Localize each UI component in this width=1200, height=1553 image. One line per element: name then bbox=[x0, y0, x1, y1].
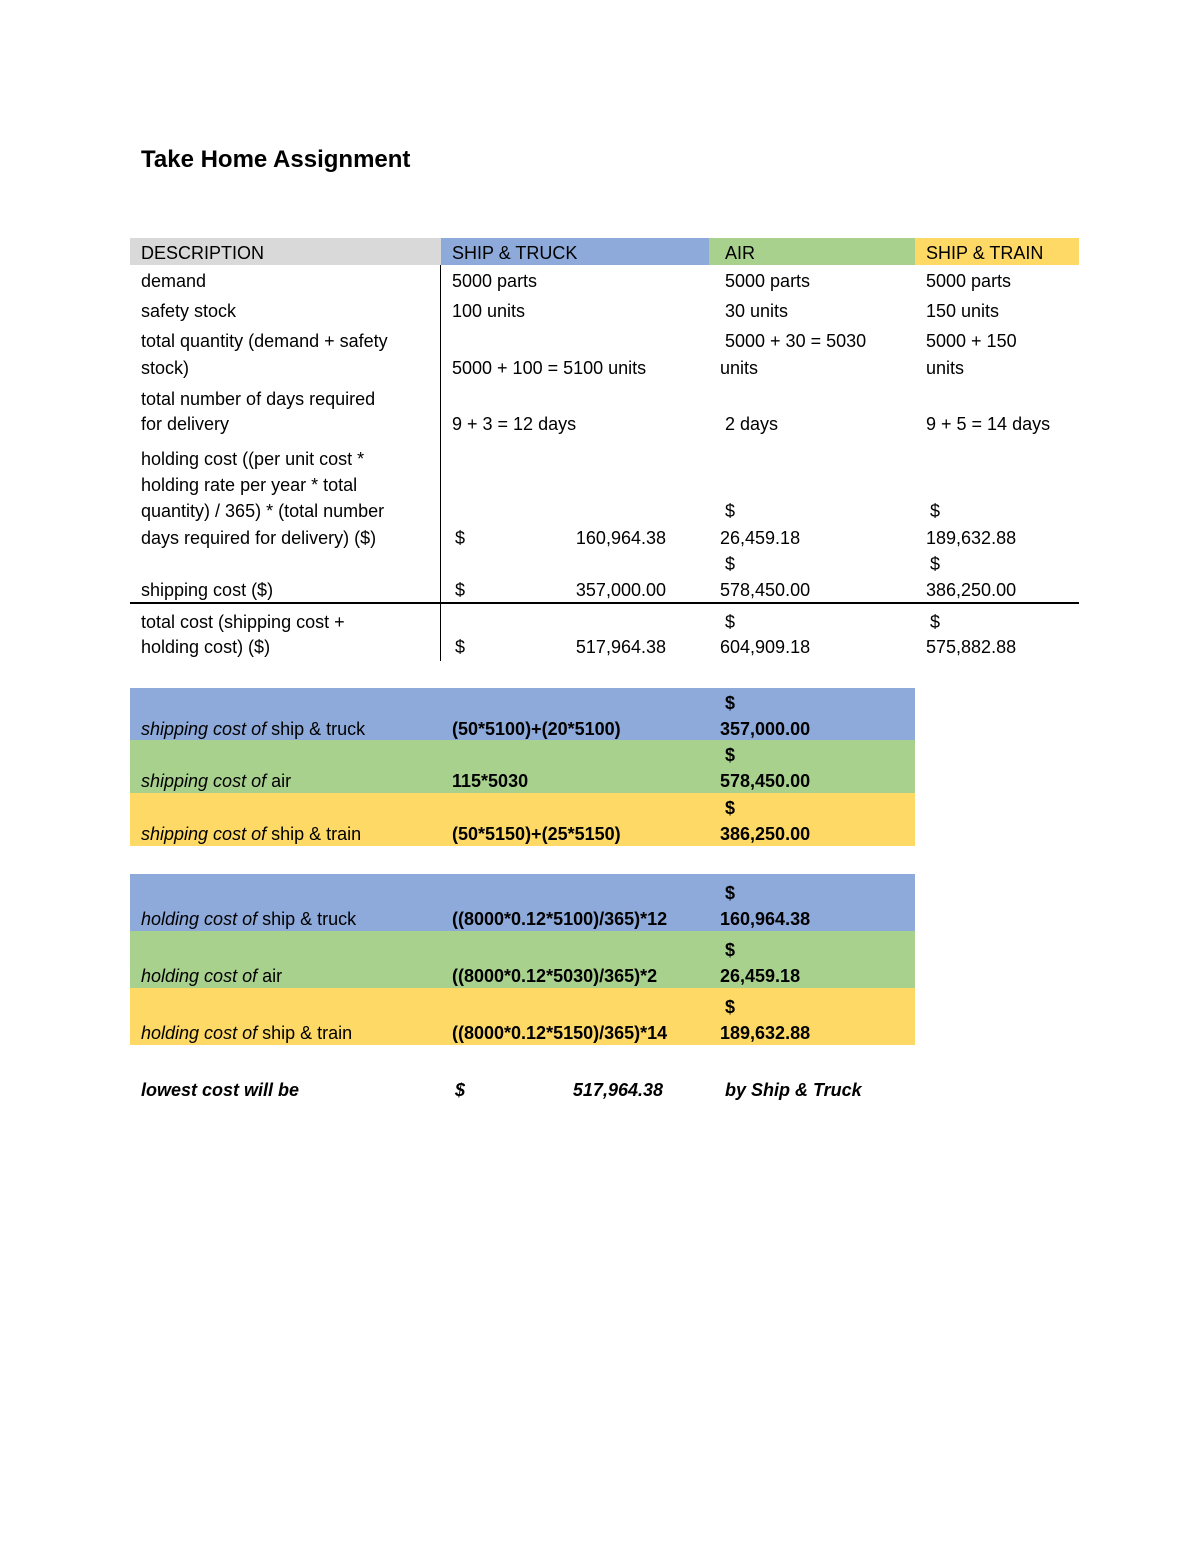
row-quantity-train-2: units bbox=[926, 358, 965, 378]
row-shipping-air-value: 578,450.00 bbox=[720, 580, 811, 600]
header-description: DESCRIPTION bbox=[141, 243, 265, 263]
conclusion-value: 517,964.38 bbox=[572, 1080, 663, 1100]
holding-row-train-symbol: $ bbox=[725, 997, 736, 1017]
holding-row-truck-formula: ((8000*0.12*5100)/365)*12 bbox=[452, 909, 668, 929]
holding-row-truck-symbol: $ bbox=[725, 883, 736, 903]
row-holding-label-1: holding cost ((per unit cost * bbox=[141, 449, 365, 469]
row-shipping-label: shipping cost ($) bbox=[141, 580, 274, 600]
shipping-row-train-mode: ship & train bbox=[266, 824, 362, 844]
holding-row-train-value: 189,632.88 bbox=[720, 1023, 811, 1043]
row-demand-label: demand bbox=[141, 271, 207, 291]
shipping-row-truck-value: 357,000.00 bbox=[720, 719, 811, 739]
shipping-row-truck-label-italic: shipping cost of bbox=[141, 719, 267, 739]
row-holding-air-symbol: $ bbox=[725, 501, 736, 521]
shipping-row-air-label bbox=[141, 768, 291, 794]
row-total-truck-value: 517,964.38 bbox=[575, 637, 666, 657]
conclusion-mode: by Ship & Truck bbox=[725, 1080, 862, 1100]
row-holding-train-value: 189,632.88 bbox=[926, 528, 1017, 548]
row-quantity-air-2: units bbox=[720, 358, 759, 378]
row-demand-truck: 5000 parts bbox=[452, 271, 538, 291]
shipping-row-train-symbol: $ bbox=[725, 798, 736, 818]
holding-row-air-value: 26,459.18 bbox=[720, 966, 801, 986]
shipping-row-truck-label bbox=[141, 716, 365, 742]
holding-row-air-mode: air bbox=[257, 966, 283, 986]
holding-row-truck-label bbox=[141, 906, 356, 932]
holding-row-air-label-italic: holding cost of bbox=[141, 966, 258, 986]
holding-row-train-formula: ((8000*0.12*5150)/365)*14 bbox=[452, 1023, 668, 1043]
row-safety-air: 30 units bbox=[725, 301, 789, 321]
row-safety-label: safety stock bbox=[141, 301, 237, 321]
conclusion-symbol: $ bbox=[455, 1080, 466, 1100]
holding-row-train-mode: ship & train bbox=[257, 1023, 353, 1043]
row-safety-truck: 100 units bbox=[452, 301, 526, 321]
header-air: AIR bbox=[725, 243, 756, 263]
shipping-row-train-label-italic: shipping cost of bbox=[141, 824, 267, 844]
row-days-label-2: for delivery bbox=[141, 414, 230, 434]
holding-row-air-label bbox=[141, 963, 282, 989]
shipping-row-train-formula: (50*5150)+(25*5150) bbox=[452, 824, 621, 844]
row-demand-air: 5000 parts bbox=[725, 271, 811, 291]
row-shipping-truck-symbol: $ bbox=[455, 580, 466, 600]
row-quantity-label-1: total quantity (demand + safety bbox=[141, 331, 388, 351]
holding-row-train-label bbox=[141, 1020, 352, 1046]
holding-row-truck-value: 160,964.38 bbox=[720, 909, 811, 929]
row-holding-label-4: days required for delivery) ($) bbox=[141, 528, 377, 548]
shipping-row-train-label bbox=[141, 821, 361, 847]
row-holding-train-symbol: $ bbox=[930, 501, 941, 521]
shipping-row-truck-symbol: $ bbox=[725, 693, 736, 713]
row-total-air-value: 604,909.18 bbox=[720, 637, 811, 657]
row-shipping-truck-value: 357,000.00 bbox=[575, 580, 666, 600]
row-days-train: 9 + 5 = 14 days bbox=[926, 414, 1051, 434]
row-total-train-value: 575,882.88 bbox=[926, 637, 1017, 657]
row-days-label-1: total number of days required bbox=[141, 389, 376, 409]
shipping-row-air-value: 578,450.00 bbox=[720, 771, 811, 791]
row-shipping-air-symbol: $ bbox=[725, 554, 736, 574]
holding-row-truck-label-italic: holding cost of bbox=[141, 909, 258, 929]
row-holding-air-value: 26,459.18 bbox=[720, 528, 801, 548]
conclusion-label: lowest cost will be bbox=[141, 1080, 300, 1100]
header-ship-truck: SHIP & TRUCK bbox=[452, 243, 578, 263]
row-days-truck: 9 + 3 = 12 days bbox=[452, 414, 577, 434]
holding-row-truck-mode: ship & truck bbox=[257, 909, 357, 929]
row-holding-label-3: quantity) / 365) * (total number bbox=[141, 501, 385, 521]
shipping-row-air-label-italic: shipping cost of bbox=[141, 771, 267, 791]
row-total-train-symbol: $ bbox=[930, 612, 941, 632]
header-ship-train: SHIP & TRAIN bbox=[926, 243, 1044, 263]
row-holding-truck-symbol: $ bbox=[455, 528, 466, 548]
page-title: Take Home Assignment bbox=[141, 146, 411, 173]
row-quantity-train-1: 5000 + 150 bbox=[926, 331, 1017, 351]
row-days-air: 2 days bbox=[725, 414, 779, 434]
shipping-row-truck-mode: ship & truck bbox=[266, 719, 366, 739]
row-total-label-1: total cost (shipping cost + bbox=[141, 612, 345, 632]
holding-row-air-symbol: $ bbox=[725, 940, 736, 960]
shipping-row-air-formula: 115*5030 bbox=[452, 771, 529, 791]
row-holding-label-2: holding rate per year * total bbox=[141, 475, 358, 495]
row-total-air-symbol: $ bbox=[725, 612, 736, 632]
row-demand-train: 5000 parts bbox=[926, 271, 1012, 291]
row-shipping-train-symbol: $ bbox=[930, 554, 941, 574]
holding-row-air-formula: ((8000*0.12*5030)/365)*2 bbox=[452, 966, 658, 986]
shipping-row-train-value: 386,250.00 bbox=[720, 824, 811, 844]
row-safety-train: 150 units bbox=[926, 301, 1000, 321]
row-total-truck-symbol: $ bbox=[455, 637, 466, 657]
row-total-label-2: holding cost) ($) bbox=[141, 637, 271, 657]
row-quantity-truck: 5000 + 100 = 5100 units bbox=[452, 358, 647, 378]
row-holding-truck-value: 160,964.38 bbox=[575, 528, 666, 548]
holding-row-train-label-italic: holding cost of bbox=[141, 1023, 258, 1043]
row-quantity-air-1: 5000 + 30 = 5030 bbox=[725, 331, 867, 351]
shipping-row-air-symbol: $ bbox=[725, 745, 736, 765]
row-quantity-label-2: stock) bbox=[141, 358, 190, 378]
shipping-row-air-mode: air bbox=[266, 771, 292, 791]
shipping-row-truck-formula: (50*5100)+(20*5100) bbox=[452, 719, 621, 739]
row-shipping-train-value: 386,250.00 bbox=[926, 580, 1017, 600]
